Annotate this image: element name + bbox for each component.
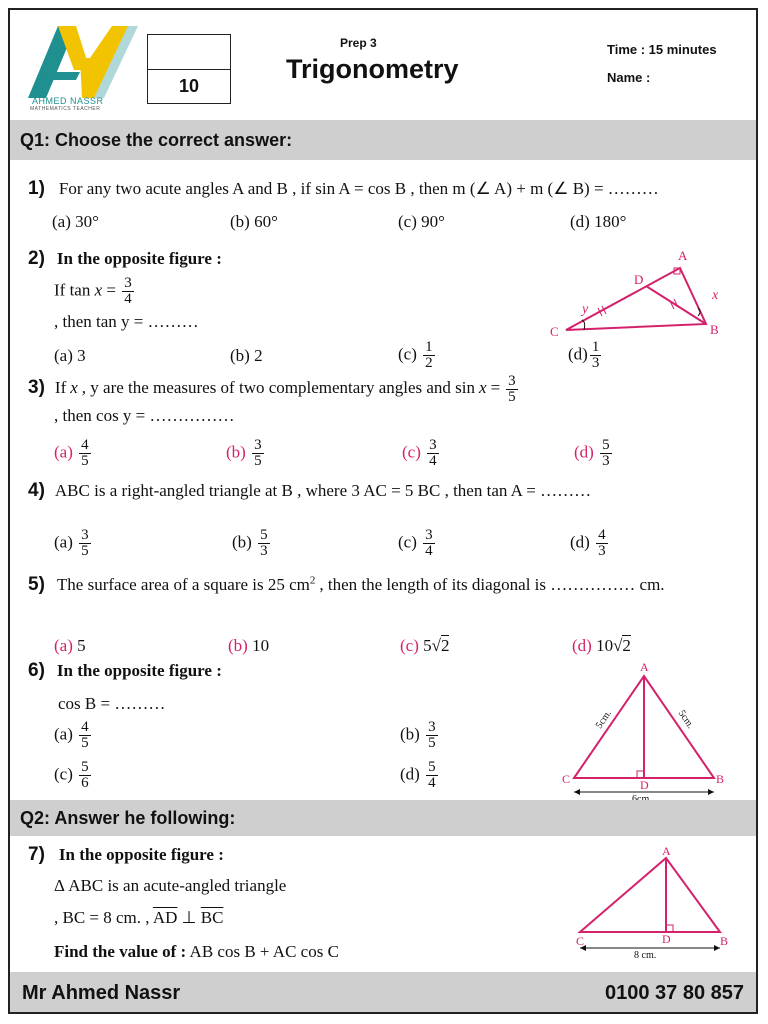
option-b[interactable]: (b) $\frac{5}{3}$ [232,527,268,559]
question-2-line2: , then tan y = ……… [54,312,199,331]
question-7-line1: Δ ABC is an acute-angled triangle [54,876,287,895]
option-c[interactable]: (c) $\frac{1}{2}$ [398,339,433,371]
vertex-label-c: C [562,772,571,786]
vertex-label-b: B [716,772,725,786]
question-number: 5) [28,574,45,595]
fraction: $\frac{3}{4}$ [124,275,132,307]
question-6 [28,660,222,682]
question-intro: In the opposite figure : [56,249,222,268]
question-7-line2: , BC = 8 cm. , $\overline{AD}$ ⊥ $\overline{BC}$ [54,908,224,927]
question-5: 5) The surface area of a square is 25 $cm^2$ , then the length of its diagonal is …………… cm. [28,574,665,595]
vertex-label-d: D [662,932,671,946]
question-3: 3) If x , y are the measures of two complementary angles and sin x = $\frac{3}{5}$ [28,373,516,405]
question-4 [28,480,591,502]
vertex-label-c: C [550,324,559,339]
time-label: Time : 15 minutes [607,42,717,57]
option-b[interactable]: (b) $\frac{3}{5}$ [400,719,436,751]
option-b[interactable]: (b) 10 [228,636,270,655]
angle-label-y: y [582,302,589,317]
side-label-left: 5cm. [593,708,614,731]
logo-subtext: MATHEMATICS TEACHER [30,106,101,112]
logo-text: AHMED NASSR [32,96,104,106]
vertex-label-b: B [720,934,729,948]
vertex-label-a: A [678,248,688,263]
question-1 [28,178,659,200]
name-label: Name : [607,70,651,85]
vertex-label-b: B [710,322,719,337]
vertex-label-c: C [576,934,585,948]
option-d[interactable]: (d) $\frac{5}{3}$ [574,437,610,469]
option-a[interactable]: (a) $\frac{3}{5}$ [54,527,89,559]
question-intro: In the opposite figure : [56,661,222,680]
logo [20,18,140,114]
q2-heading: Q2: Answer he following: [10,800,756,836]
q1-heading: Q1: Choose the correct answer: [10,120,756,160]
worksheet-page [8,8,758,1014]
question-number: 4) [28,480,45,501]
option-a[interactable]: (a) $\frac{4}{5}$ [54,437,89,469]
question-intro: In the opposite figure : [58,845,224,864]
question-2 [28,248,222,270]
option-b[interactable]: (b) 2 [230,346,263,365]
option-b[interactable]: (b) $\frac{3}{5}$ [226,437,262,469]
option-c[interactable]: (c) 5√2 [400,636,450,655]
question-text: ABC is a right-angled triangle at B , where 3 AC = 5 BC , then tan A = ……… [54,481,592,500]
option-d[interactable]: (d) $\frac{5}{4}$ [400,759,436,791]
question-3-line2: , then cos y = …………… [54,406,235,425]
score-total: 10 [178,76,200,96]
option-d[interactable]: (d) $\frac{1}{3}$ [568,339,600,371]
fraction: $\frac{3}{5}$ [508,373,516,405]
footer [10,972,756,1012]
option-c[interactable]: (c) $\frac{5}{6}$ [54,759,89,791]
figure-q2 [550,246,730,351]
question-text: For any two acute angles A and B , if sin A = cos B , then m (∠ A) + m (∠ B) = ……… [58,179,659,198]
base-label: 8 cm. [634,950,657,961]
option-d[interactable]: (d) $\frac{4}{3}$ [570,527,606,559]
option-d[interactable]: (d) 10√2 [572,636,631,655]
option-c[interactable]: (c) $\frac{3}{4}$ [402,437,437,469]
page-title: Trigonometry [286,54,459,84]
option-a[interactable]: (a) $\frac{4}{5}$ [54,719,89,751]
vertex-label-a: A [662,844,671,858]
teacher-name: Mr Ahmed Nassr [22,982,181,1004]
question-number: 3) [28,377,45,399]
option-c[interactable]: (c) $\frac{3}{4}$ [398,527,433,559]
vertex-label-d: D [634,272,644,287]
question-number: 6) [28,660,45,681]
option-d[interactable]: (d) 180° [570,212,627,231]
vertex-label-d: D [640,778,649,792]
question-7-line3: Find the value of : AB cos B + AC cos C [54,942,339,961]
phone-number: 0100 37 80 857 [604,982,744,1004]
side-label-right: 5cm. [675,708,696,731]
question-2-line1: If tan x = $\frac{3}{4}$ [54,275,132,307]
question-number: 2) [28,248,45,269]
question-7 [28,844,224,866]
question-6-line1: cos B = ……… [58,694,166,713]
question-number: 1) [28,178,45,199]
grade-label: Prep 3 [340,36,377,50]
score-field[interactable] [148,35,230,70]
option-a[interactable]: (a) 30° [52,212,99,231]
score-box [147,34,231,104]
option-a[interactable]: (a) 5 [54,636,86,655]
option-a[interactable]: (a) 3 [54,346,86,365]
option-c[interactable]: (c) 90° [398,212,445,231]
option-b[interactable]: (b) 60° [230,212,278,231]
figure-q7 [566,844,736,967]
angle-label-x: x [712,288,719,303]
figure-q6 [560,658,730,805]
question-number: 7) [28,844,45,865]
vertex-label-a: A [640,660,649,674]
